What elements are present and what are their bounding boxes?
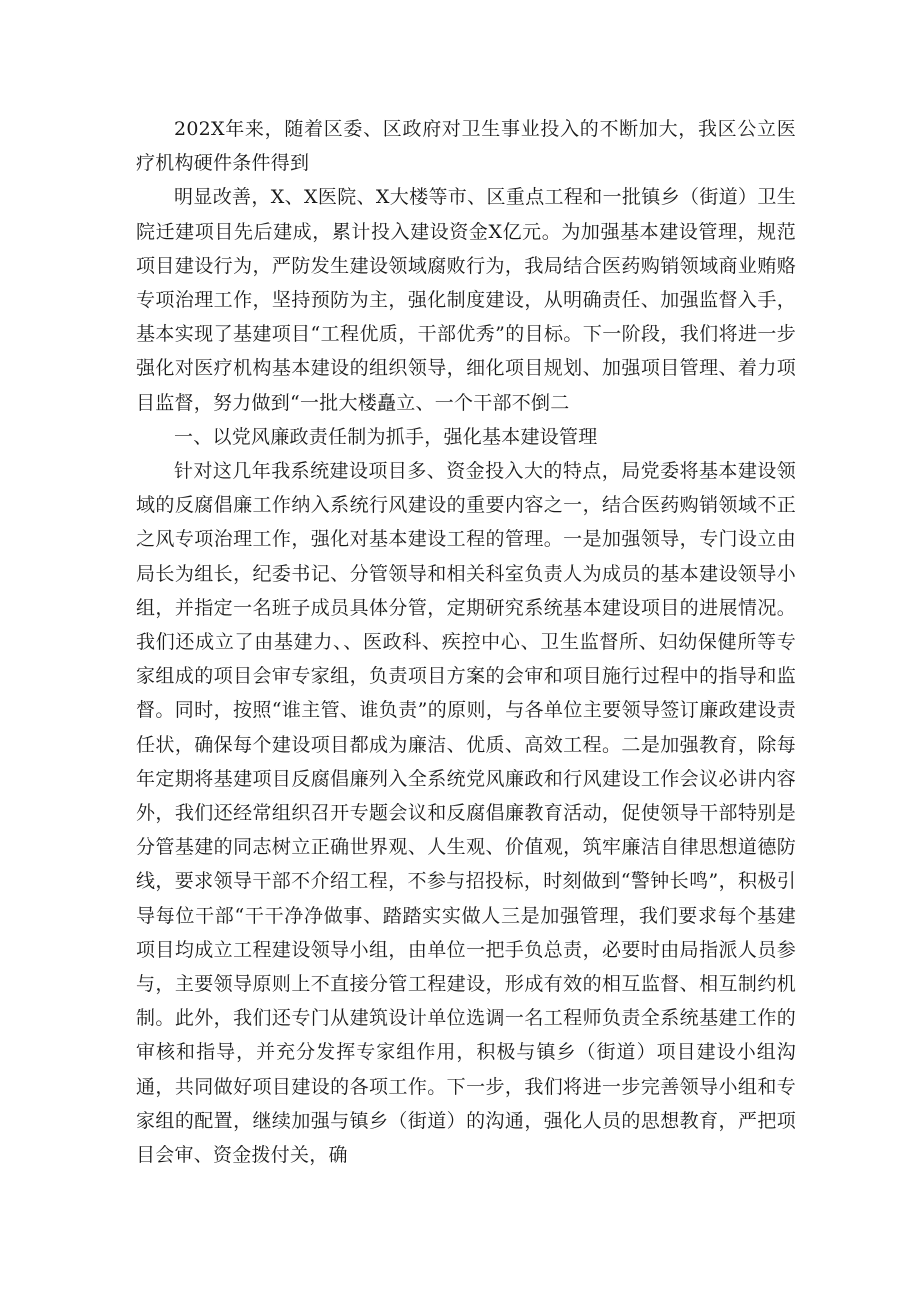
document-body (136, 112, 796, 1172)
paragraph-overview: 明显改善，X、X医院、X大楼等市、区重点工程和一批镇乡（街道）卫生院迁建项目先后建成，累计投入建设资金X亿元。为加强基本建设管理，规范项目建设行为，严防发生建设领域腐败行为，我局结合医药购销领域商业贿赂专项治理工作，坚持预防为主，强化制度建设，从明确责任、加强监督入手，基本实现了基建项目“工程优质，干部优秀”的目标。下一阶段，我们将进一步强化对医疗机构基本建设的组织领导，细化项目规划、加强项目管理、着力项目监督，努力做到“一批大楼矗立、一个干部不倒二 (136, 186, 796, 414)
paragraph-intro: 202X年来，随着区委、区政府对卫生事业投入的不断加大，我区公立医疗机构硬件条件得到 (136, 118, 796, 175)
section-heading: 一、以党风廉政责任制为抓手，强化基本建设管理 (174, 425, 598, 448)
paragraph-section-body: 针对这几年我系统建设项目多、资金投入大的特点，局党委将基本建设领域的反腐倡廉工作纳入系统行风建设的重要内容之一，结合医药购销领域不正之风专项治理工作，强化对基本建设工程的管理。一是加强领导，专门设立由局长为组长，纪委书记、分管领导和相关科室负责人为成员的基本建设领导小组，并指定一名班子成员具体分管，定期研究系统基本建设项目的进展情况。我们还成立了由基建力、、医政科、疾控中心、卫生监督所、妇幼保健所等专家组成的项目会审专家组，负责项目方案的会审和项目施行过程中的指导和监督。同时，按照“谁主管、谁负责”的原则，与各单位主要领导签订廉政建设责任状，确保每个建设项目都成为廉洁、优质、高效工程。二是加强教育，除每年定期将基建项目反腐倡廉列入全系统党风廉政和行风建设工作会议必讲内容外，我们还经常组织召开专题会议和反腐倡廉教育活动，促使领导干部特别是分管基建的同志树立正确世界观、人生观、价值观，筑牢廉洁自律思想道德防线，要求领导干部不介绍工程，不参与招投标，时刻做到“警钟长鸣”，积极引导每位干部“干干净净做事、踏踏实实做人三是加强管理，我们要求每个基建项目均成立工程建设领导小组，由单位一把手负总责，必要时由局指派人员参与，主要领导原则上不直接分管工程建设，形成有效的相互监督、相互制约机制。此外，我们还专门从建筑设计单位选调一名工程师负责全系统基建工作的审核和指导，并充分发挥专家组作用，积极与镇乡（街道）项目建设小组沟通，共同做好项目建设的各项工作。下一步，我们将进一步完善领导小组和专家组的配置，继续加强与镇乡（街道）的沟通，强化人员的思想教育，严把项目会审、资金拨付关，确 (136, 460, 796, 1167)
